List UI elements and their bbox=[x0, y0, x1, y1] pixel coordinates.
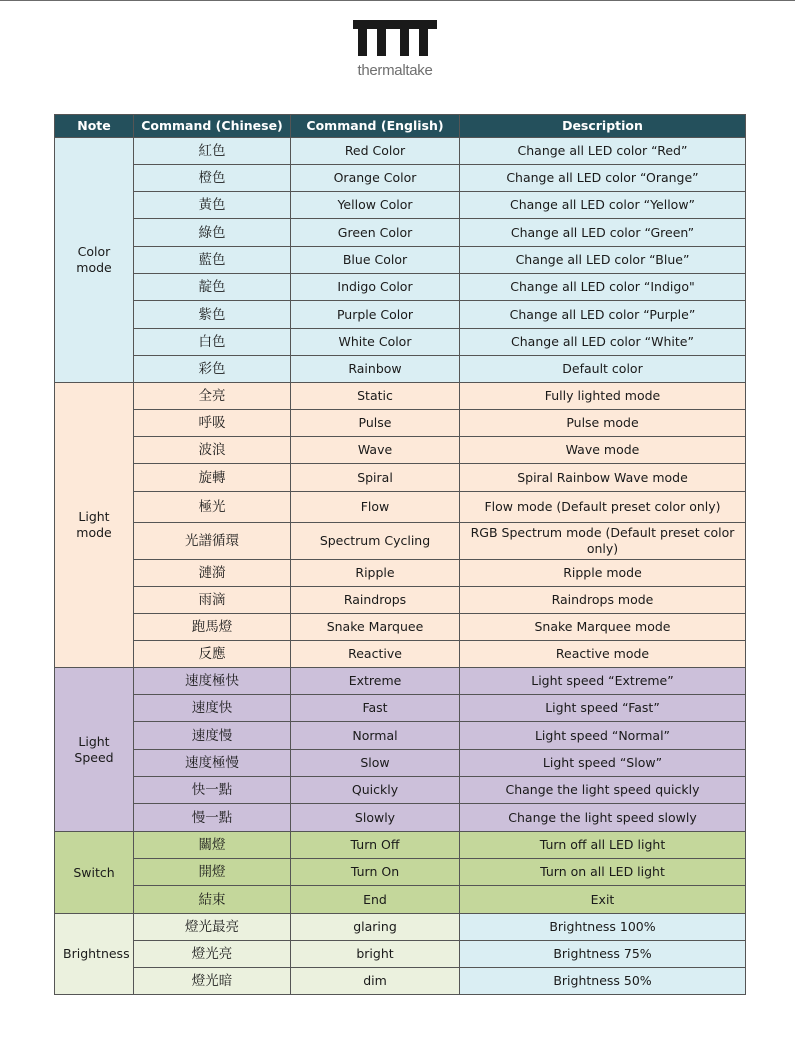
command-english-cell: Spiral bbox=[291, 464, 460, 492]
command-chinese-cell: 極光 bbox=[134, 492, 291, 523]
group-note-cell: Light Speed bbox=[55, 668, 134, 832]
command-english-cell: Raindrops bbox=[291, 587, 460, 614]
command-english-cell: Spectrum Cycling bbox=[291, 523, 460, 560]
table-row bbox=[55, 804, 746, 832]
table-row bbox=[55, 914, 746, 941]
table-row bbox=[55, 383, 746, 410]
command-english-cell: Static bbox=[291, 383, 460, 410]
command-english-cell: Flow bbox=[291, 492, 460, 523]
command-english-cell: Red Color bbox=[291, 138, 460, 165]
description-cell: Reactive mode bbox=[460, 641, 746, 668]
command-english-cell: Quickly bbox=[291, 777, 460, 804]
table-row bbox=[55, 356, 746, 383]
description-cell: Light speed “Fast” bbox=[460, 695, 746, 722]
command-chinese-cell: 速度極快 bbox=[134, 668, 291, 695]
table-row bbox=[55, 941, 746, 968]
table-row bbox=[55, 695, 746, 722]
description-cell: Change all LED color “White” bbox=[460, 329, 746, 356]
command-chinese-cell: 雨滴 bbox=[134, 587, 291, 614]
header-note: Note bbox=[55, 115, 134, 138]
description-cell: Turn off all LED light bbox=[460, 832, 746, 859]
table-row bbox=[55, 329, 746, 356]
command-english-cell: Wave bbox=[291, 437, 460, 464]
command-chinese-cell: 光譜循環 bbox=[134, 523, 291, 560]
command-chinese-cell: 紫色 bbox=[134, 301, 291, 329]
table-row bbox=[55, 523, 746, 560]
description-cell: Change all LED color “Indigo" bbox=[460, 274, 746, 301]
description-cell: Change all LED color “Yellow” bbox=[460, 192, 746, 219]
command-chinese-cell: 彩色 bbox=[134, 356, 291, 383]
description-cell: Light speed “Normal” bbox=[460, 722, 746, 750]
description-cell: Default color bbox=[460, 356, 746, 383]
table-row bbox=[55, 464, 746, 492]
table-row bbox=[55, 832, 746, 859]
tt-logo-icon bbox=[351, 18, 439, 58]
description-cell: Pulse mode bbox=[460, 410, 746, 437]
command-english-cell: Pulse bbox=[291, 410, 460, 437]
command-english-cell: dim bbox=[291, 968, 460, 995]
command-english-cell: Green Color bbox=[291, 219, 460, 247]
top-border-line bbox=[0, 0, 795, 1]
header-command-english: Command (English) bbox=[291, 115, 460, 138]
command-chinese-cell: 紅色 bbox=[134, 138, 291, 165]
description-cell: Light speed “Slow” bbox=[460, 750, 746, 777]
command-english-cell: Snake Marquee bbox=[291, 614, 460, 641]
description-cell: Wave mode bbox=[460, 437, 746, 464]
description-cell: Spiral Rainbow Wave mode bbox=[460, 464, 746, 492]
table-row bbox=[55, 668, 746, 695]
command-english-cell: Normal bbox=[291, 722, 460, 750]
table-row bbox=[55, 859, 746, 886]
description-cell: Brightness 50% bbox=[460, 968, 746, 995]
command-chinese-cell: 旋轉 bbox=[134, 464, 291, 492]
command-chinese-cell: 速度快 bbox=[134, 695, 291, 722]
description-cell: Snake Marquee mode bbox=[460, 614, 746, 641]
description-cell: Brightness 100% bbox=[460, 914, 746, 941]
command-chinese-cell: 漣漪 bbox=[134, 560, 291, 587]
voice-command-table bbox=[54, 114, 746, 995]
table-row bbox=[55, 165, 746, 192]
table-row bbox=[55, 968, 746, 995]
command-chinese-cell: 呼吸 bbox=[134, 410, 291, 437]
group-note-cell: Color mode bbox=[55, 138, 134, 383]
command-chinese-cell: 開燈 bbox=[134, 859, 291, 886]
table-row bbox=[55, 492, 746, 523]
description-cell: Change the light speed quickly bbox=[460, 777, 746, 804]
command-chinese-cell: 黃色 bbox=[134, 192, 291, 219]
table-row bbox=[55, 641, 746, 668]
command-english-cell: Yellow Color bbox=[291, 192, 460, 219]
command-chinese-cell: 燈光最亮 bbox=[134, 914, 291, 941]
description-cell: Turn on all LED light bbox=[460, 859, 746, 886]
group-note-cell: Light mode bbox=[55, 383, 134, 668]
table-row bbox=[55, 301, 746, 329]
table-row bbox=[55, 560, 746, 587]
command-chinese-cell: 慢一點 bbox=[134, 804, 291, 832]
table-header-row bbox=[55, 115, 746, 138]
command-english-cell: Rainbow bbox=[291, 356, 460, 383]
description-cell: Brightness 75% bbox=[460, 941, 746, 968]
command-english-cell: Extreme bbox=[291, 668, 460, 695]
table-row bbox=[55, 192, 746, 219]
command-english-cell: Reactive bbox=[291, 641, 460, 668]
brand-name: thermaltake bbox=[357, 62, 433, 79]
command-english-cell: Indigo Color bbox=[291, 274, 460, 301]
description-cell: Change all LED color “Green” bbox=[460, 219, 746, 247]
command-chinese-cell: 綠色 bbox=[134, 219, 291, 247]
description-cell: Exit bbox=[460, 886, 746, 914]
table-row bbox=[55, 410, 746, 437]
command-chinese-cell: 燈光亮 bbox=[134, 941, 291, 968]
command-english-cell: Slow bbox=[291, 750, 460, 777]
group-note-cell: Brightness bbox=[55, 914, 134, 995]
command-chinese-cell: 燈光暗 bbox=[134, 968, 291, 995]
command-chinese-cell: 全亮 bbox=[134, 383, 291, 410]
description-cell: Change all LED color “Purple” bbox=[460, 301, 746, 329]
command-chinese-cell: 速度極慢 bbox=[134, 750, 291, 777]
header-command-chinese: Command (Chinese) bbox=[134, 115, 291, 138]
table-row bbox=[55, 219, 746, 247]
command-english-cell: Fast bbox=[291, 695, 460, 722]
command-chinese-cell: 橙色 bbox=[134, 165, 291, 192]
description-cell: Change the light speed slowly bbox=[460, 804, 746, 832]
description-cell: Change all LED color “Red” bbox=[460, 138, 746, 165]
group-note-cell: Switch bbox=[55, 832, 134, 914]
description-cell: Change all LED color “Blue” bbox=[460, 247, 746, 274]
table-row bbox=[55, 750, 746, 777]
table-row bbox=[55, 437, 746, 464]
table-row bbox=[55, 886, 746, 914]
description-cell: Fully lighted mode bbox=[460, 383, 746, 410]
brand-logo bbox=[330, 18, 460, 98]
description-cell: Ripple mode bbox=[460, 560, 746, 587]
command-chinese-cell: 跑馬燈 bbox=[134, 614, 291, 641]
table-row bbox=[55, 274, 746, 301]
command-english-cell: bright bbox=[291, 941, 460, 968]
table-row bbox=[55, 247, 746, 274]
table-row bbox=[55, 587, 746, 614]
description-cell: RGB Spectrum mode (Default preset color only) bbox=[460, 523, 746, 560]
table-row bbox=[55, 777, 746, 804]
description-cell: Flow mode (Default preset color only) bbox=[460, 492, 746, 523]
table-row bbox=[55, 138, 746, 165]
command-chinese-cell: 靛色 bbox=[134, 274, 291, 301]
command-english-cell: Turn Off bbox=[291, 832, 460, 859]
command-english-cell: Blue Color bbox=[291, 247, 460, 274]
command-chinese-cell: 速度慢 bbox=[134, 722, 291, 750]
description-cell: Raindrops mode bbox=[460, 587, 746, 614]
command-chinese-cell: 白色 bbox=[134, 329, 291, 356]
command-english-cell: Orange Color bbox=[291, 165, 460, 192]
command-english-cell: Ripple bbox=[291, 560, 460, 587]
command-chinese-cell: 關燈 bbox=[134, 832, 291, 859]
table-row bbox=[55, 614, 746, 641]
command-english-cell: glaring bbox=[291, 914, 460, 941]
command-english-cell: Turn On bbox=[291, 859, 460, 886]
description-cell: Change all LED color “Orange” bbox=[460, 165, 746, 192]
header-description: Description bbox=[460, 115, 746, 138]
command-chinese-cell: 藍色 bbox=[134, 247, 291, 274]
command-chinese-cell: 快一點 bbox=[134, 777, 291, 804]
command-english-cell: Purple Color bbox=[291, 301, 460, 329]
command-english-cell: Slowly bbox=[291, 804, 460, 832]
command-chinese-cell: 反應 bbox=[134, 641, 291, 668]
command-english-cell: End bbox=[291, 886, 460, 914]
command-chinese-cell: 波浪 bbox=[134, 437, 291, 464]
command-english-cell: White Color bbox=[291, 329, 460, 356]
description-cell: Light speed “Extreme” bbox=[460, 668, 746, 695]
table-row bbox=[55, 722, 746, 750]
command-chinese-cell: 結束 bbox=[134, 886, 291, 914]
